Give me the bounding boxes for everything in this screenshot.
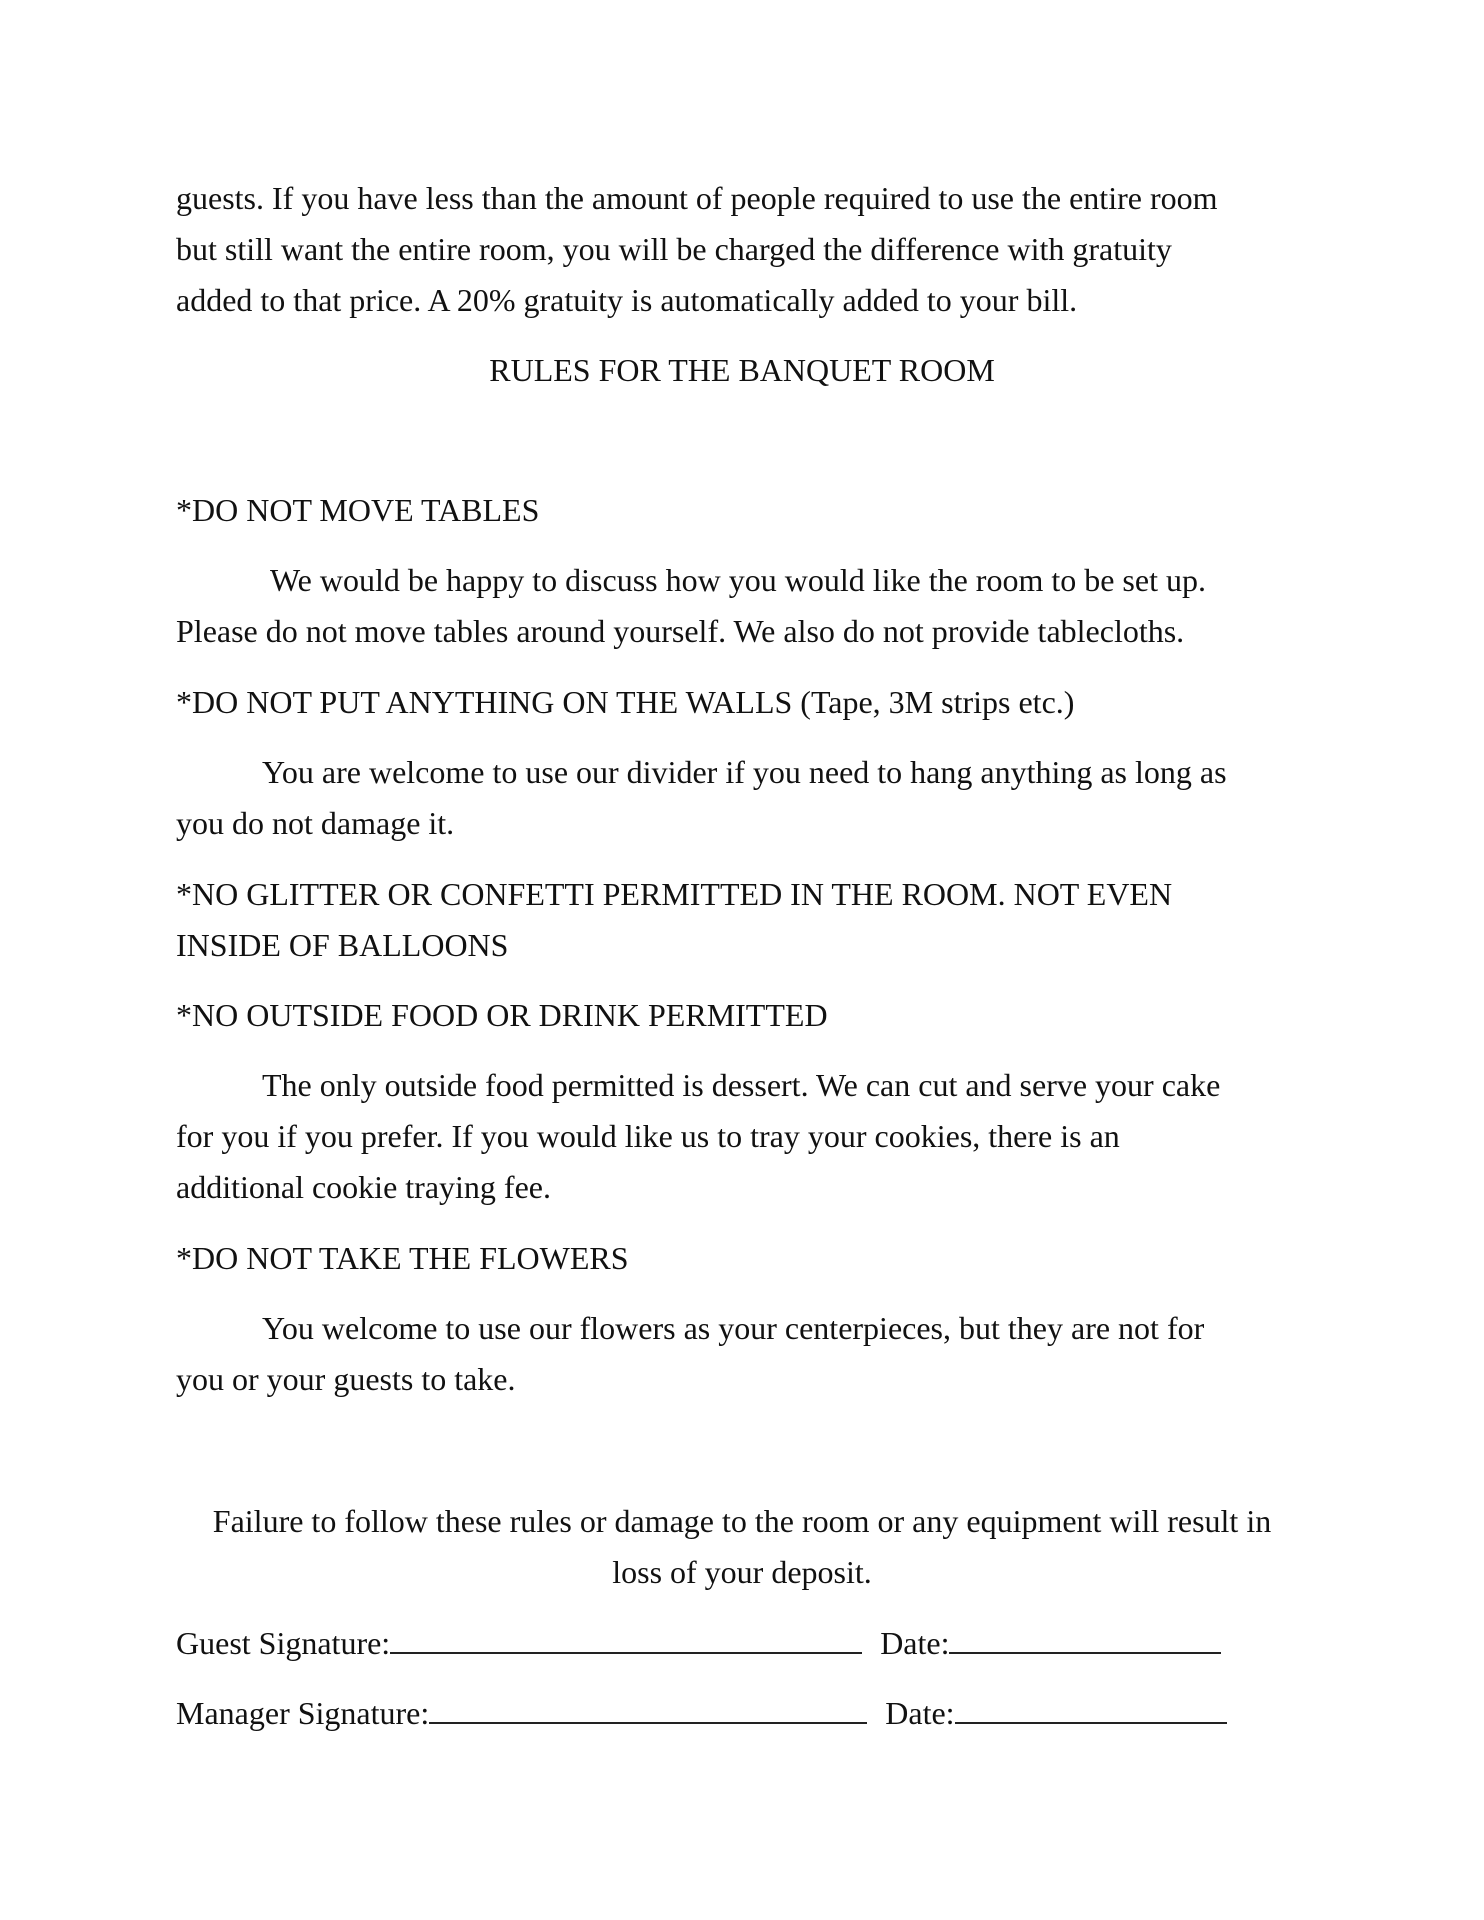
rule-body-line: you do not damage it.: [176, 805, 455, 841]
rule-body-line: for you if you prefer. If you would like us to tray your cookies, there is an: [176, 1118, 1120, 1154]
manager-signature-field[interactable]: [429, 1694, 867, 1724]
manager-signature-row: [176, 1694, 1227, 1731]
manager-signature-label: Manager Signature:: [176, 1695, 430, 1731]
rule-heading-outside-food: *NO OUTSIDE FOOD OR DRINK PERMITTED: [176, 997, 828, 1033]
guest-date-label: Date:: [880, 1625, 950, 1661]
manager-date-label: Date:: [885, 1695, 955, 1731]
guest-date-field[interactable]: [949, 1624, 1221, 1654]
rule-body-line: We would be happy to discuss how you would like the room to be set up.: [270, 562, 1206, 598]
rule-body-line: Please do not move tables around yourself. We also do not provide tablecloths.: [176, 613, 1185, 649]
page-title: RULES FOR THE BANQUET ROOM: [489, 352, 995, 388]
warning-line-2: loss of your deposit.: [612, 1554, 872, 1590]
rule-body-line: you or your guests to take.: [176, 1361, 516, 1397]
intro-line-1: guests. If you have less than the amount of people required to use the entire room: [176, 180, 1218, 216]
rule-body-line: You welcome to use our flowers as your centerpieces, but they are not for: [262, 1310, 1205, 1346]
rule-heading-glitter: *NO GLITTER OR CONFETTI PERMITTED IN THE ROOM. NOT EVEN: [176, 876, 1173, 912]
rule-heading-glitter-cont: INSIDE OF BALLOONS: [176, 927, 509, 963]
rule-heading-walls: *DO NOT PUT ANYTHING ON THE WALLS (Tape, 3M strips etc.): [176, 684, 1075, 720]
rule-heading-tables: *DO NOT MOVE TABLES: [176, 492, 540, 528]
guest-signature-label: Guest Signature:: [176, 1625, 391, 1661]
rule-heading-flowers: *DO NOT TAKE THE FLOWERS: [176, 1240, 629, 1276]
intro-line-2: but still want the entire room, you will be charged the difference with gratuity: [176, 231, 1172, 267]
rule-body-line: additional cookie traying fee.: [176, 1169, 551, 1205]
rule-body-line: You are welcome to use our divider if you need to hang anything as long as: [262, 754, 1227, 790]
intro-line-3: added to that price. A 20% gratuity is automatically added to your bill.: [176, 282, 1078, 318]
rule-body-line: The only outside food permitted is dessert. We can cut and serve your cake: [262, 1067, 1221, 1103]
guest-signature-row: [176, 1624, 1221, 1661]
warning-line-1: Failure to follow these rules or damage to the room or any equipment will result in: [212, 1503, 1272, 1539]
guest-signature-field[interactable]: [390, 1624, 862, 1654]
manager-date-field[interactable]: [955, 1694, 1227, 1724]
